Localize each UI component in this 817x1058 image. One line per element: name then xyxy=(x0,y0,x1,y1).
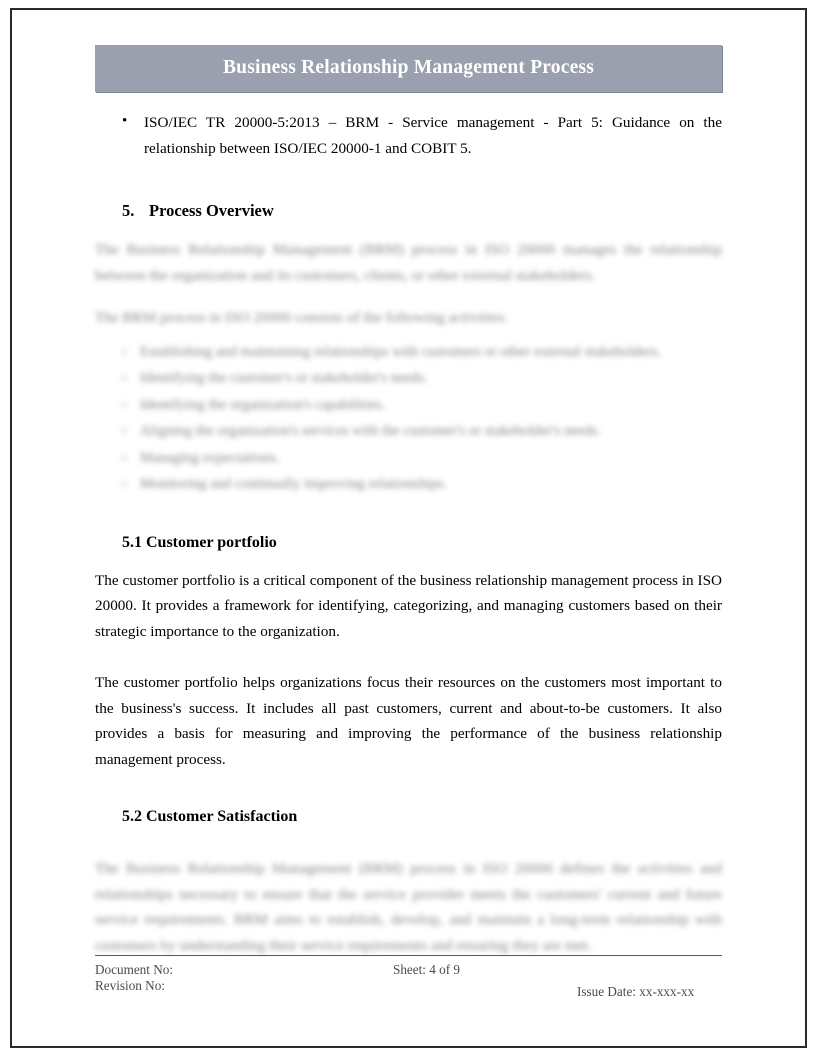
subsection-number: 5.2 xyxy=(122,808,142,825)
page-footer xyxy=(95,955,722,1012)
section-5-1-paragraph-2: The customer portfolio helps organizations focus their resources on the customers most important to the business's success. It includes all past customers, current and about-to-be customers. It also provides a basis for measuring and improving the performance of the business relationship management process. xyxy=(95,674,722,768)
section-heading-5 xyxy=(95,201,722,221)
section-heading-5-1 xyxy=(95,534,722,552)
document-title-banner: Business Relationship Management Process xyxy=(95,45,722,92)
reference-bullet-list xyxy=(95,110,722,161)
footer-document-no: Document No: xyxy=(95,962,174,977)
subsection-number: 5.1 xyxy=(122,533,142,551)
section-5-paragraph-2: The BRM process in ISO 20000 consists of the following activities: xyxy=(95,309,508,326)
footer-revision-no: Revision No: xyxy=(95,978,165,993)
footer-row xyxy=(95,962,722,999)
list-item: ○ Identifying the organization's capabilities. xyxy=(95,392,722,419)
list-item: ○ Managing expectations. xyxy=(95,445,722,472)
list-item: • ISO/IEC TR 20000-5:2013 – BRM - Service management - Part 5: Guidance on the relationship between ISO/IEC 20000-1 and COBIT 5. xyxy=(95,110,722,161)
section-5-activity-list xyxy=(95,339,722,498)
footer-issue-date: Issue Date: xx-xxx-xx xyxy=(577,984,695,999)
section-heading-5-2 xyxy=(95,808,722,826)
section-number: 5. xyxy=(122,201,135,220)
section-5-1-paragraph-1: The customer portfolio is a critical component of the business relationship management process in ISO 20000. It provides a framework for identifying, categorizing, and managing customers based on their strategic importance to the organization. xyxy=(95,571,722,640)
list-item: ○ Aligning the organization's services with the customer's or stakeholder's needs. xyxy=(95,418,722,445)
list-item: ○ Establishing and maintaining relationships with customers or other external stakeholders. xyxy=(95,339,722,366)
document-content xyxy=(95,45,722,958)
subsection-title: Customer Satisfaction xyxy=(146,808,298,825)
section-5-2-paragraph-1: The Business Relationship Management (BRM) process in ISO 20000 defines the activities and relationships necessary to ensure that the service provider meets the customers' current and future service requirements. BRM aims to establish, develop, and maintain a long-term relationship with customers by understanding their service requirements and ensuring they are met. xyxy=(95,860,722,954)
footer-sheet-number: Sheet: 4 of 9 xyxy=(393,962,461,977)
section-title: Process Overview xyxy=(149,201,274,220)
list-item: ○ Identifying the customer's or stakeholder's needs. xyxy=(95,365,722,392)
section-5-paragraph-1: The Business Relationship Management (BRM) process in ISO 20000 manages the relationship between the organization and its customers, clients, or other external stakeholders. xyxy=(95,241,722,284)
list-item: ○ Monitoring and continually improving relationships. xyxy=(95,471,722,498)
subsection-title: Customer portfolio xyxy=(146,533,277,551)
